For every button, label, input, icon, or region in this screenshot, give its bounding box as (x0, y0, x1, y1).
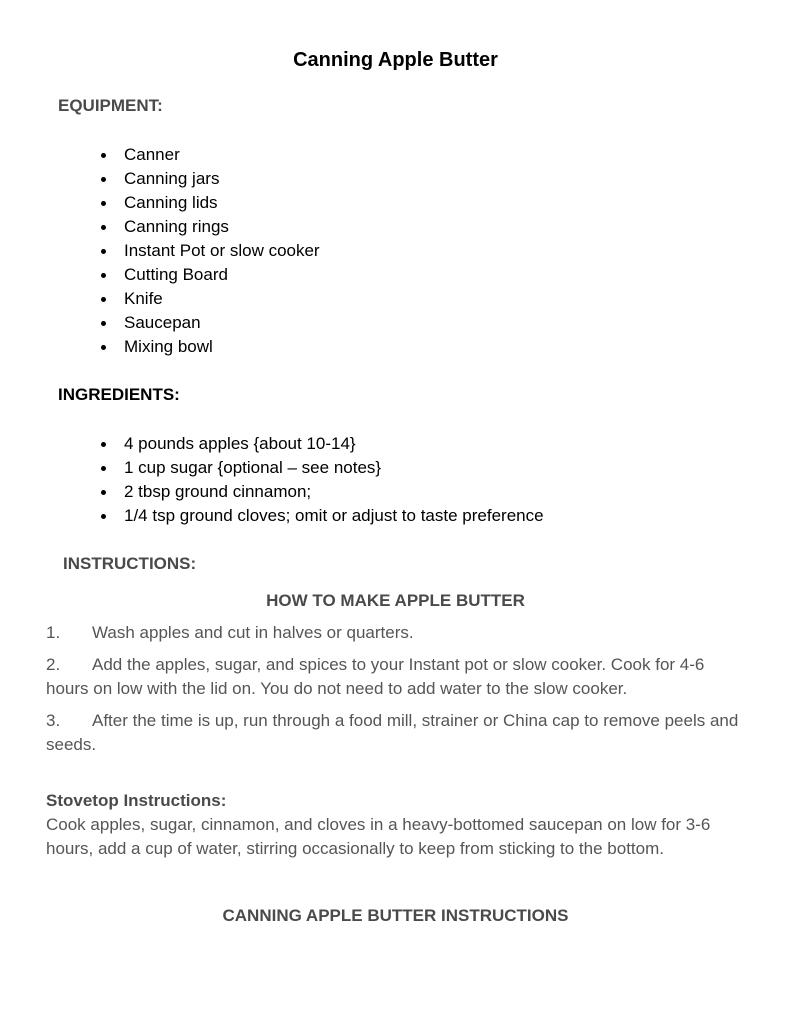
list-item: Canner (98, 143, 320, 167)
instruction-step (46, 621, 746, 645)
list-item: Mixing bowl (98, 335, 320, 359)
list-item: Knife (98, 287, 320, 311)
bullet-icon (101, 225, 106, 230)
stovetop-text: Cook apples, sugar, cinnamon, and cloves in a heavy-bottomed saucepan on low for 3-6 hours, add a cup of water, stirring occasionally to keep from sticking to the bottom. (46, 815, 711, 858)
ingredients-list (98, 432, 544, 528)
list-item: Canning rings (98, 215, 320, 239)
bullet-icon (101, 442, 106, 447)
how-to-subheading: HOW TO MAKE APPLE BUTTER (266, 591, 525, 610)
list-item: 2 tbsp ground cinnamon; (98, 480, 544, 504)
list-item: Cutting Board (98, 263, 320, 287)
step-number: 2. (46, 655, 61, 674)
list-item: 4 pounds apples {about 10-14} (98, 432, 544, 456)
bullet-icon (101, 321, 106, 326)
instructions-heading: INSTRUCTIONS: (63, 554, 197, 573)
list-item: Saucepan (98, 311, 320, 335)
bullet-icon (101, 466, 106, 471)
ingredients-heading: INGREDIENTS: (58, 385, 180, 404)
list-item: 1 cup sugar {optional – see notes} (98, 456, 544, 480)
bullet-icon (101, 514, 106, 519)
bullet-icon (101, 177, 106, 182)
bullet-icon (101, 249, 106, 254)
bullet-icon (101, 297, 106, 302)
bullet-icon (101, 490, 106, 495)
bullet-icon (101, 273, 106, 278)
step-text: Wash apples and cut in halves or quarters. (92, 623, 414, 642)
bullet-icon (101, 153, 106, 158)
list-item: 1/4 tsp ground cloves; omit or adjust to taste preference (98, 504, 544, 528)
instruction-step (46, 709, 746, 757)
bullet-icon (101, 201, 106, 206)
step-number: 3. (46, 711, 61, 730)
step-number: 1. (46, 623, 61, 642)
instruction-step (46, 653, 746, 701)
step-text: After the time is up, run through a food mill, strainer or China cap to remove peels and seeds. (46, 711, 739, 754)
list-item: Instant Pot or slow cooker (98, 239, 320, 263)
equipment-list (98, 143, 320, 359)
list-item: Canning lids (98, 191, 320, 215)
list-item: Canning jars (98, 167, 320, 191)
page-title: Canning Apple Butter (293, 49, 498, 71)
step-text: Add the apples, sugar, and spices to your Instant pot or slow cooker. Cook for 4-6 hours on low with the lid on. You do not need to add water to the slow cooker. (46, 655, 705, 698)
canning-instructions-heading: CANNING APPLE BUTTER INSTRUCTIONS (222, 906, 569, 925)
stovetop-heading: Stovetop Instructions: (46, 791, 227, 810)
bullet-icon (101, 345, 106, 350)
equipment-heading: EQUIPMENT: (58, 96, 163, 115)
